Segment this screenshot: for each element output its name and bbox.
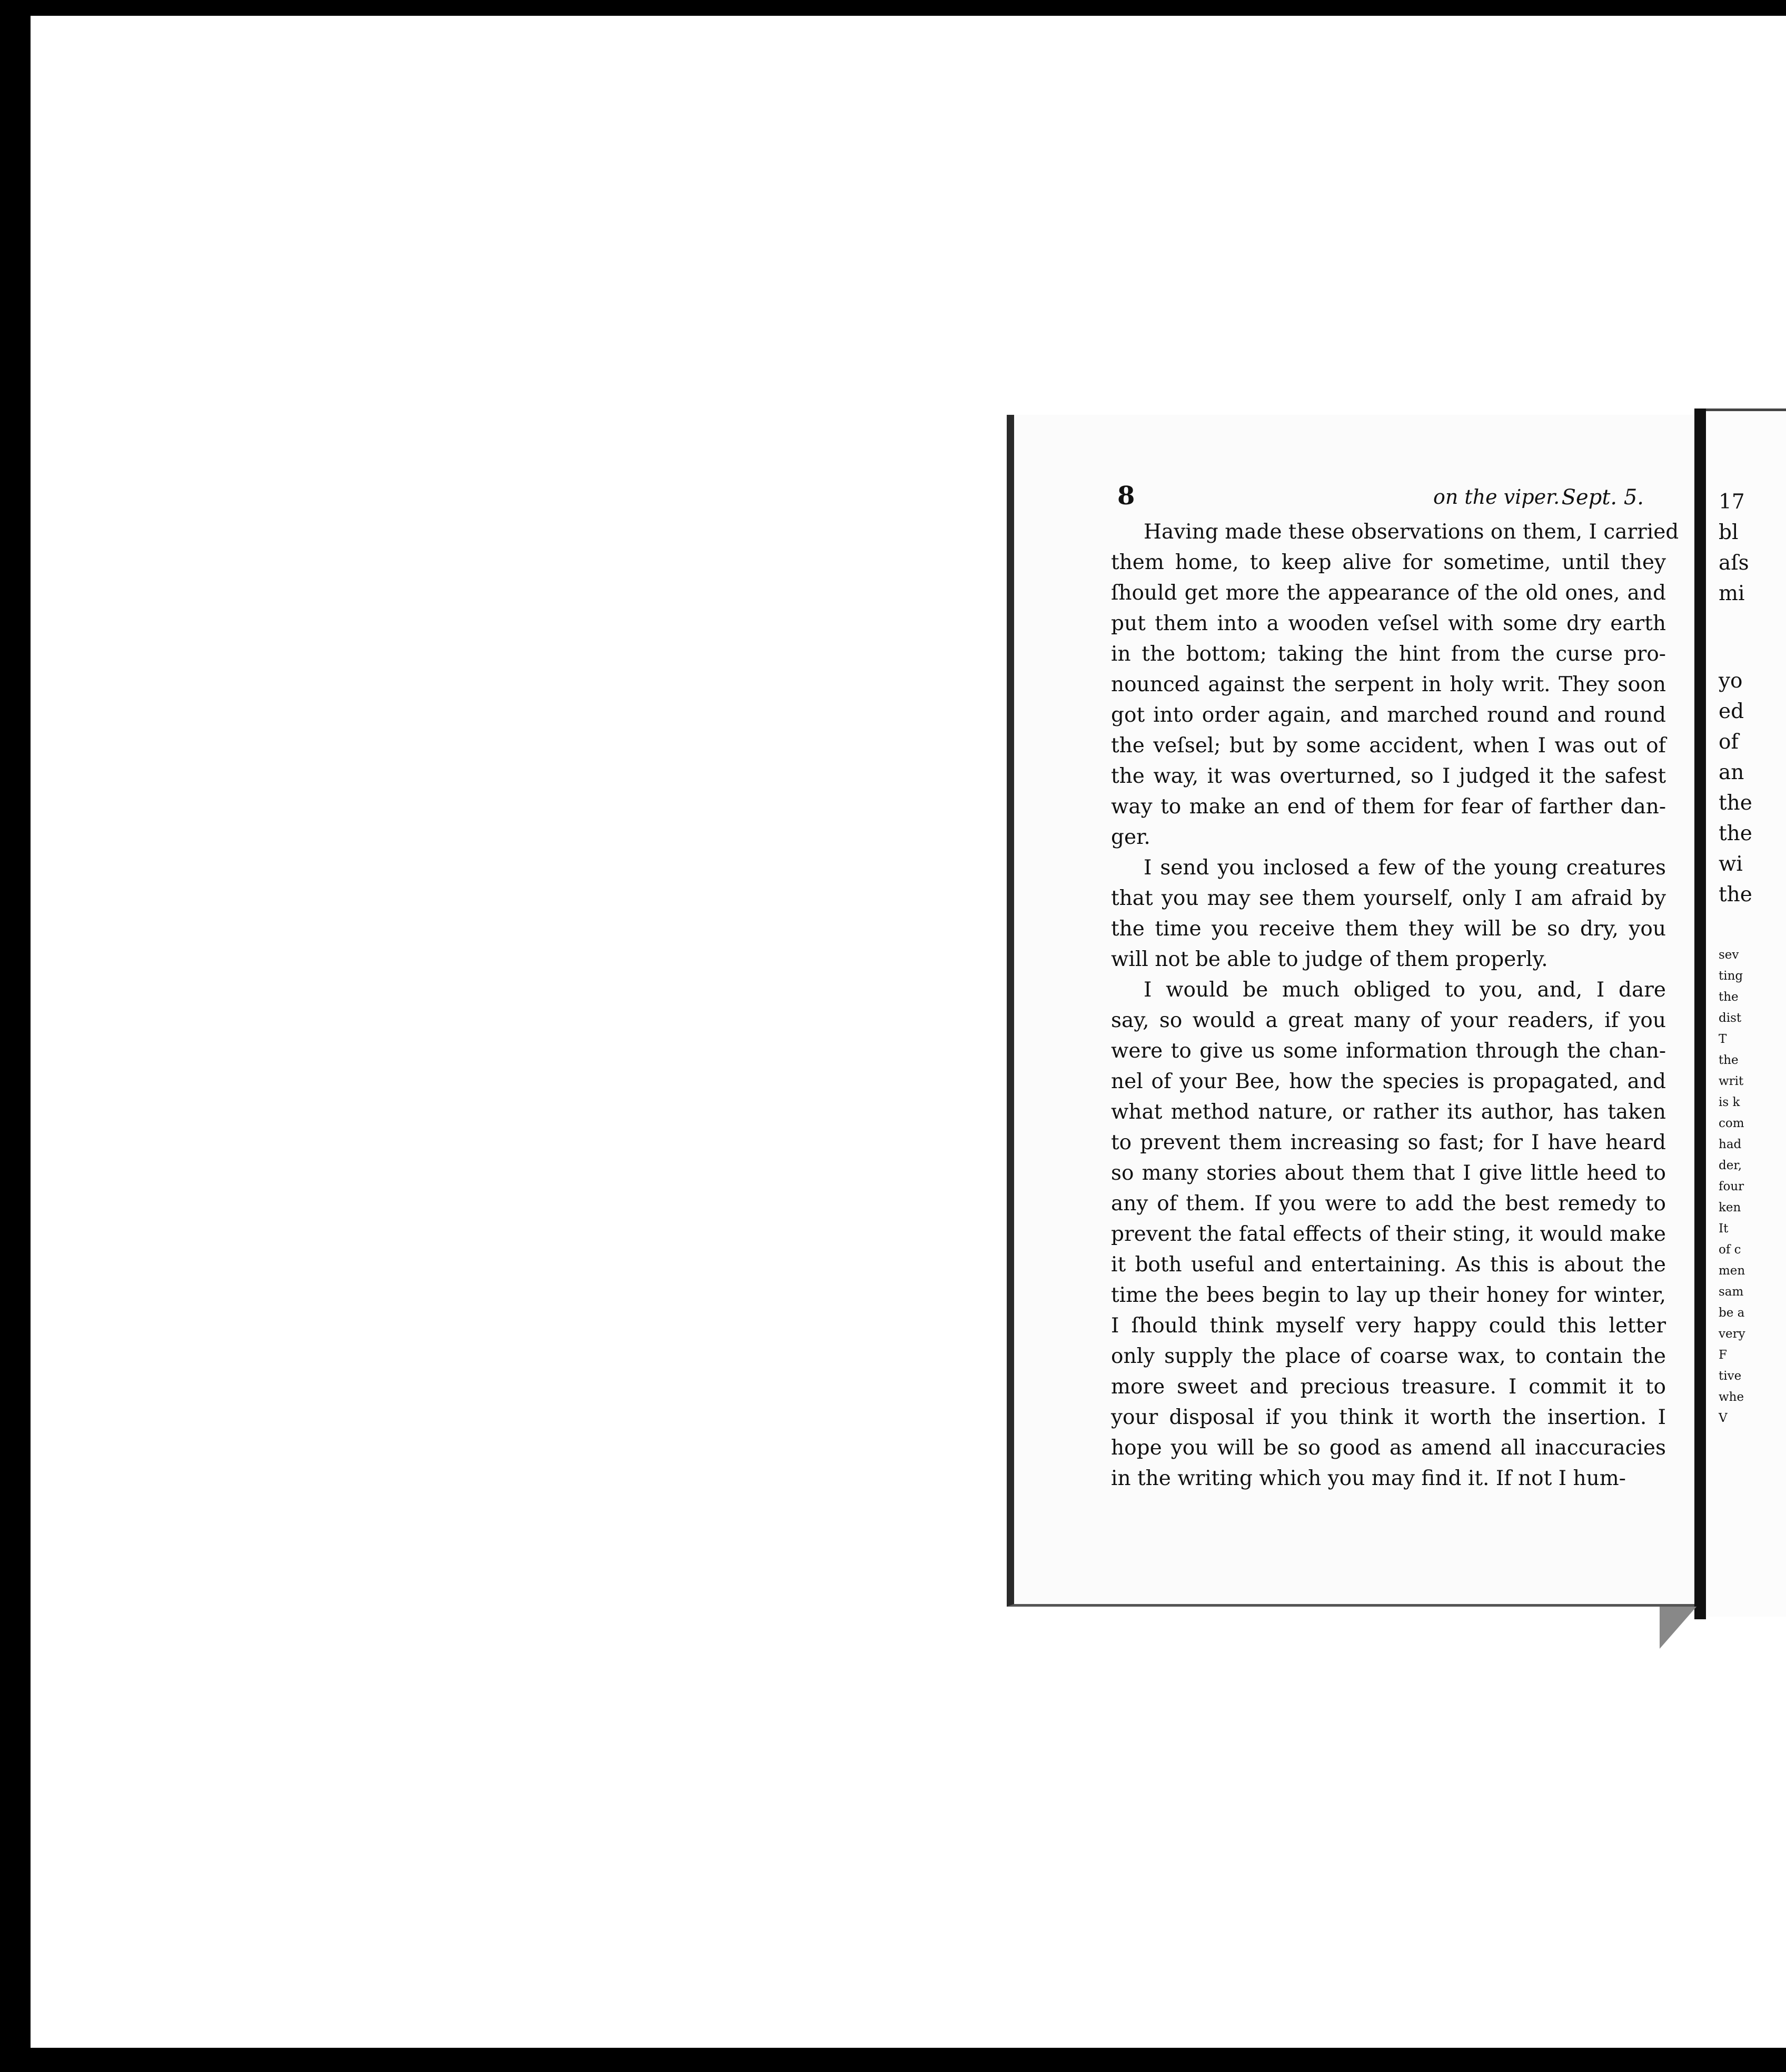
facing-page-fragment: ken <box>1719 1201 1741 1214</box>
facing-page-fragment: yo <box>1719 669 1743 693</box>
text-line: way to make an end of them for fear of farther dan- <box>1111 795 1666 819</box>
text-line: that you may see them yourself, only I am afraid by <box>1111 886 1666 910</box>
facing-page-fragment: an <box>1719 761 1744 784</box>
facing-page-fragment: mi <box>1719 582 1745 605</box>
text-line: nounced against the serpent in holy writ. They soon <box>1111 673 1666 696</box>
text-line: in the bottom; taking the hint from the curse pro- <box>1111 642 1666 666</box>
text-line: I send you inclosed a few of the young creatures <box>1144 856 1666 880</box>
text-line: your disposal if you think it worth the insertion. I <box>1111 1406 1666 1429</box>
text-line: only supply the place of coarse wax, to contain the <box>1111 1344 1666 1368</box>
facing-page-fragment: V <box>1719 1411 1728 1425</box>
text-line: hope you will be so good as amend all inaccuracies <box>1111 1436 1666 1460</box>
text-line: say, so would a great many of your readers, if you <box>1111 1009 1666 1032</box>
text-line: it both useful and entertaining. As this is about the <box>1111 1253 1666 1277</box>
facing-page-fragment: 17 <box>1719 490 1745 514</box>
text-line: the way, it was overturned, so I judged it the safest <box>1111 764 1666 788</box>
page-number: 8 <box>1117 481 1135 511</box>
facing-page-fragment: It <box>1719 1222 1729 1236</box>
text-line: time the bees begin to lay up their honey for winter, <box>1111 1283 1666 1307</box>
text-line: were to give us some information through the chan- <box>1111 1039 1666 1063</box>
paragraph <box>1111 517 1679 853</box>
text-line: to prevent them increasing so fast; for I have heard <box>1111 1131 1666 1154</box>
text-line: in the writing which you may find it. If not I hum- <box>1111 1467 1626 1490</box>
text-line: will not be able to judge of them properly. <box>1111 948 1548 971</box>
text-line: any of them. If you were to add the best remedy to <box>1111 1192 1666 1216</box>
facing-page-fragment: sev <box>1719 948 1739 962</box>
facing-page-fragment: had <box>1719 1138 1742 1151</box>
facing-page-fragment: wi <box>1719 852 1743 876</box>
facing-page-fragment: the <box>1719 791 1752 815</box>
text-line: prevent the fatal effects of their sting, it would make <box>1111 1222 1666 1246</box>
text-line: so many stories about them that I give little heed to <box>1111 1161 1666 1185</box>
facing-page-fragment: four <box>1719 1180 1744 1193</box>
text-line: Having made these observations on them, I carried <box>1144 520 1679 544</box>
scan-bottom-edge <box>0 2048 1786 2072</box>
facing-page-fragment: ting <box>1719 969 1743 983</box>
facing-page-fragment: whe <box>1719 1390 1744 1404</box>
text-line: I ſhould think myself very happy could this letter <box>1111 1314 1666 1338</box>
facing-page-fragment: be a <box>1719 1306 1745 1320</box>
facing-page-fragment: the <box>1719 883 1752 906</box>
paragraph <box>1111 975 1666 1494</box>
facing-page-fragment: writ <box>1719 1074 1744 1088</box>
facing-page-fragment: dist <box>1719 1011 1742 1025</box>
page-corner <box>1660 1607 1696 1649</box>
book-gutter <box>1694 409 1706 1619</box>
facing-page-fragment: ed <box>1719 700 1744 723</box>
paragraph <box>1111 853 1666 975</box>
facing-page-fragment: T <box>1719 1032 1727 1046</box>
text-line: ſhould get more the appearance of the old ones, and <box>1111 581 1666 605</box>
facing-page-fragment: the <box>1719 990 1739 1004</box>
facing-page-fragment: F <box>1719 1348 1727 1362</box>
right-page <box>1706 409 1786 1617</box>
facing-page-fragment: com <box>1719 1117 1744 1130</box>
body-text <box>1111 517 1679 1494</box>
text-line: nel of your Bee, how the species is propagated, and <box>1111 1070 1666 1093</box>
facing-page-fragment: bl <box>1719 521 1739 544</box>
text-line: put them into a wooden veſsel with some dry earth <box>1111 612 1666 635</box>
running-title: on the viper. <box>1433 485 1560 509</box>
header-date: Sept. 5. <box>1561 485 1644 510</box>
text-line: the time you receive them they will be so dry, you <box>1111 917 1666 941</box>
text-line: what method nature, or rather its author, has taken <box>1111 1100 1666 1124</box>
facing-page-fragment: is k <box>1719 1095 1740 1109</box>
text-line: them home, to keep alive for sometime, until they <box>1111 551 1666 574</box>
facing-page-fragment: the <box>1719 822 1752 845</box>
facing-page-fragment: of <box>1719 730 1739 754</box>
text-line: I would be much obliged to you, and, I dare <box>1144 978 1666 1002</box>
text-line: the veſsel; but by some accident, when I was out of <box>1111 734 1666 758</box>
facing-page-fragment: aſs <box>1719 551 1749 575</box>
text-line: ger. <box>1111 825 1150 849</box>
text-line: got into order again, and marched round and round <box>1111 703 1666 727</box>
facing-page-fragment: of c <box>1719 1243 1741 1257</box>
facing-page-fragment: very <box>1719 1327 1745 1341</box>
facing-page-fragment: sam <box>1719 1285 1744 1299</box>
text-line: more sweet and precious treasure. I commit it to <box>1111 1375 1666 1399</box>
facing-page-fragment: men <box>1719 1264 1745 1278</box>
facing-page-fragment: the <box>1719 1053 1739 1067</box>
facing-page-fragment: tive <box>1719 1369 1742 1383</box>
facing-page-fragment: der, <box>1719 1159 1742 1172</box>
